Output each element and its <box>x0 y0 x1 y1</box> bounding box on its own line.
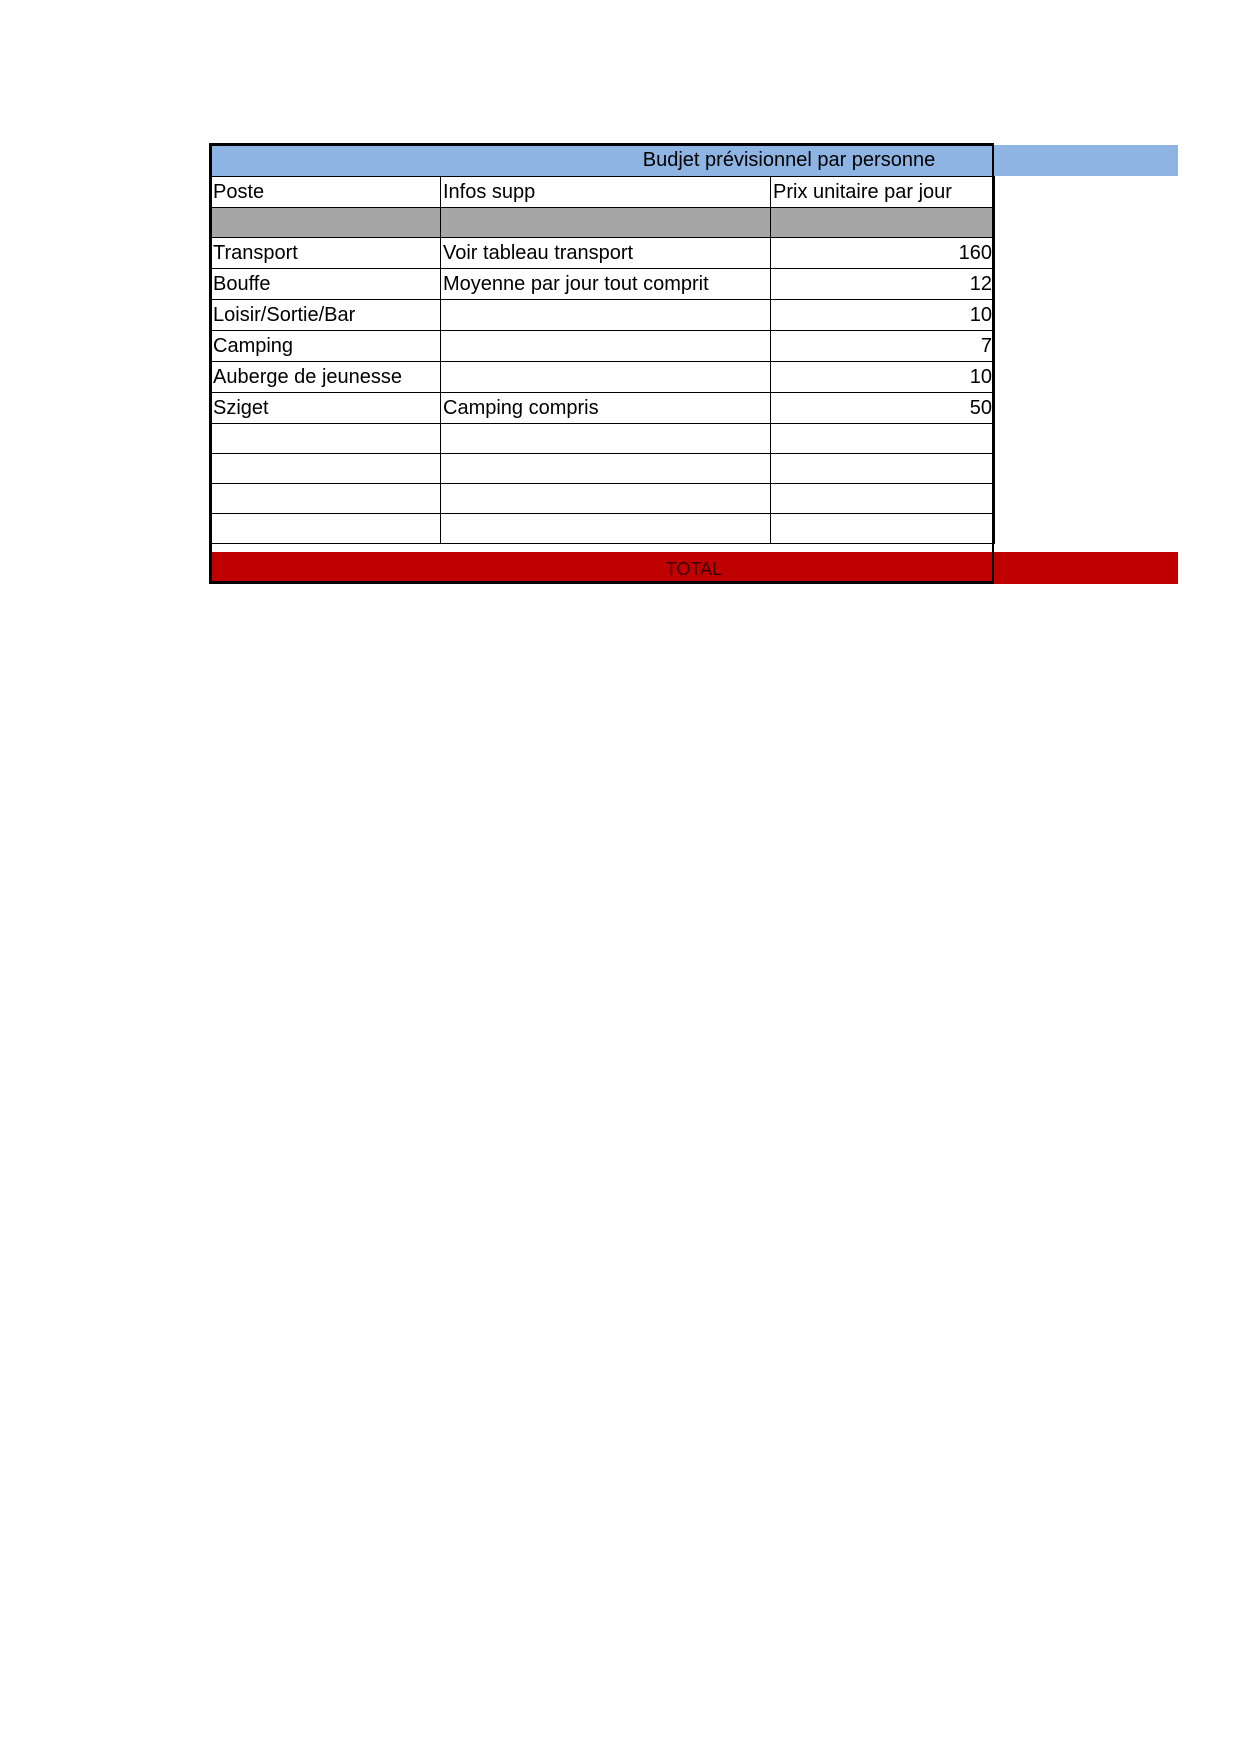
empty-cell[interactable] <box>211 484 441 514</box>
empty-cell[interactable] <box>441 424 771 454</box>
empty-row <box>211 424 995 454</box>
empty-row <box>211 454 995 484</box>
empty-cell[interactable] <box>441 514 771 544</box>
table-row <box>211 238 995 269</box>
cell-infos[interactable]: Moyenne par jour tout comprit <box>441 269 771 300</box>
cell-prix[interactable]: 160 <box>771 238 995 269</box>
cell-infos[interactable] <box>441 362 771 393</box>
empty-cell[interactable] <box>771 514 995 544</box>
empty-cell[interactable] <box>441 484 771 514</box>
table-row <box>211 331 995 362</box>
budget-table <box>210 176 995 544</box>
cell-poste[interactable]: Loisir/Sortie/Bar <box>211 300 441 331</box>
spacer-cell[interactable] <box>211 208 441 238</box>
table-row <box>211 269 995 300</box>
header-poste[interactable]: Poste <box>211 177 441 208</box>
cell-infos[interactable] <box>441 331 771 362</box>
cell-prix[interactable]: 10 <box>771 300 995 331</box>
empty-cell[interactable] <box>441 454 771 484</box>
header-prix-unitaire[interactable]: Prix unitaire par jour <box>771 177 995 208</box>
cell-poste[interactable]: Auberge de jeunesse <box>211 362 441 393</box>
cell-prix[interactable]: 50 <box>771 393 995 424</box>
cell-poste[interactable]: Bouffe <box>211 269 441 300</box>
empty-cell[interactable] <box>771 454 995 484</box>
empty-cell[interactable] <box>211 514 441 544</box>
budget-title: Budjet prévisionnel par personne <box>642 149 936 171</box>
cell-infos[interactable]: Camping compris <box>441 393 771 424</box>
table-row <box>211 300 995 331</box>
cell-prix[interactable]: 12 <box>771 269 995 300</box>
empty-row <box>211 484 995 514</box>
header-infos-supp[interactable]: Infos supp <box>441 177 771 208</box>
empty-cell[interactable] <box>211 424 441 454</box>
empty-cell[interactable] <box>211 454 441 484</box>
cell-infos[interactable] <box>441 300 771 331</box>
empty-cell[interactable] <box>771 484 995 514</box>
cell-prix[interactable]: 10 <box>771 362 995 393</box>
cell-poste[interactable]: Sziget <box>211 393 441 424</box>
total-label: TOTAL <box>665 559 723 579</box>
spacer-cell[interactable] <box>441 208 771 238</box>
empty-row <box>211 514 995 544</box>
table-row <box>211 393 995 424</box>
empty-cell[interactable] <box>771 424 995 454</box>
spacer-row <box>211 208 995 238</box>
cell-poste[interactable]: Transport <box>211 238 441 269</box>
table-row <box>211 362 995 393</box>
cell-infos[interactable]: Voir tableau transport <box>441 238 771 269</box>
cell-poste[interactable]: Camping <box>211 331 441 362</box>
spacer-cell[interactable] <box>771 208 995 238</box>
header-row <box>211 177 995 208</box>
cell-prix[interactable]: 7 <box>771 331 995 362</box>
